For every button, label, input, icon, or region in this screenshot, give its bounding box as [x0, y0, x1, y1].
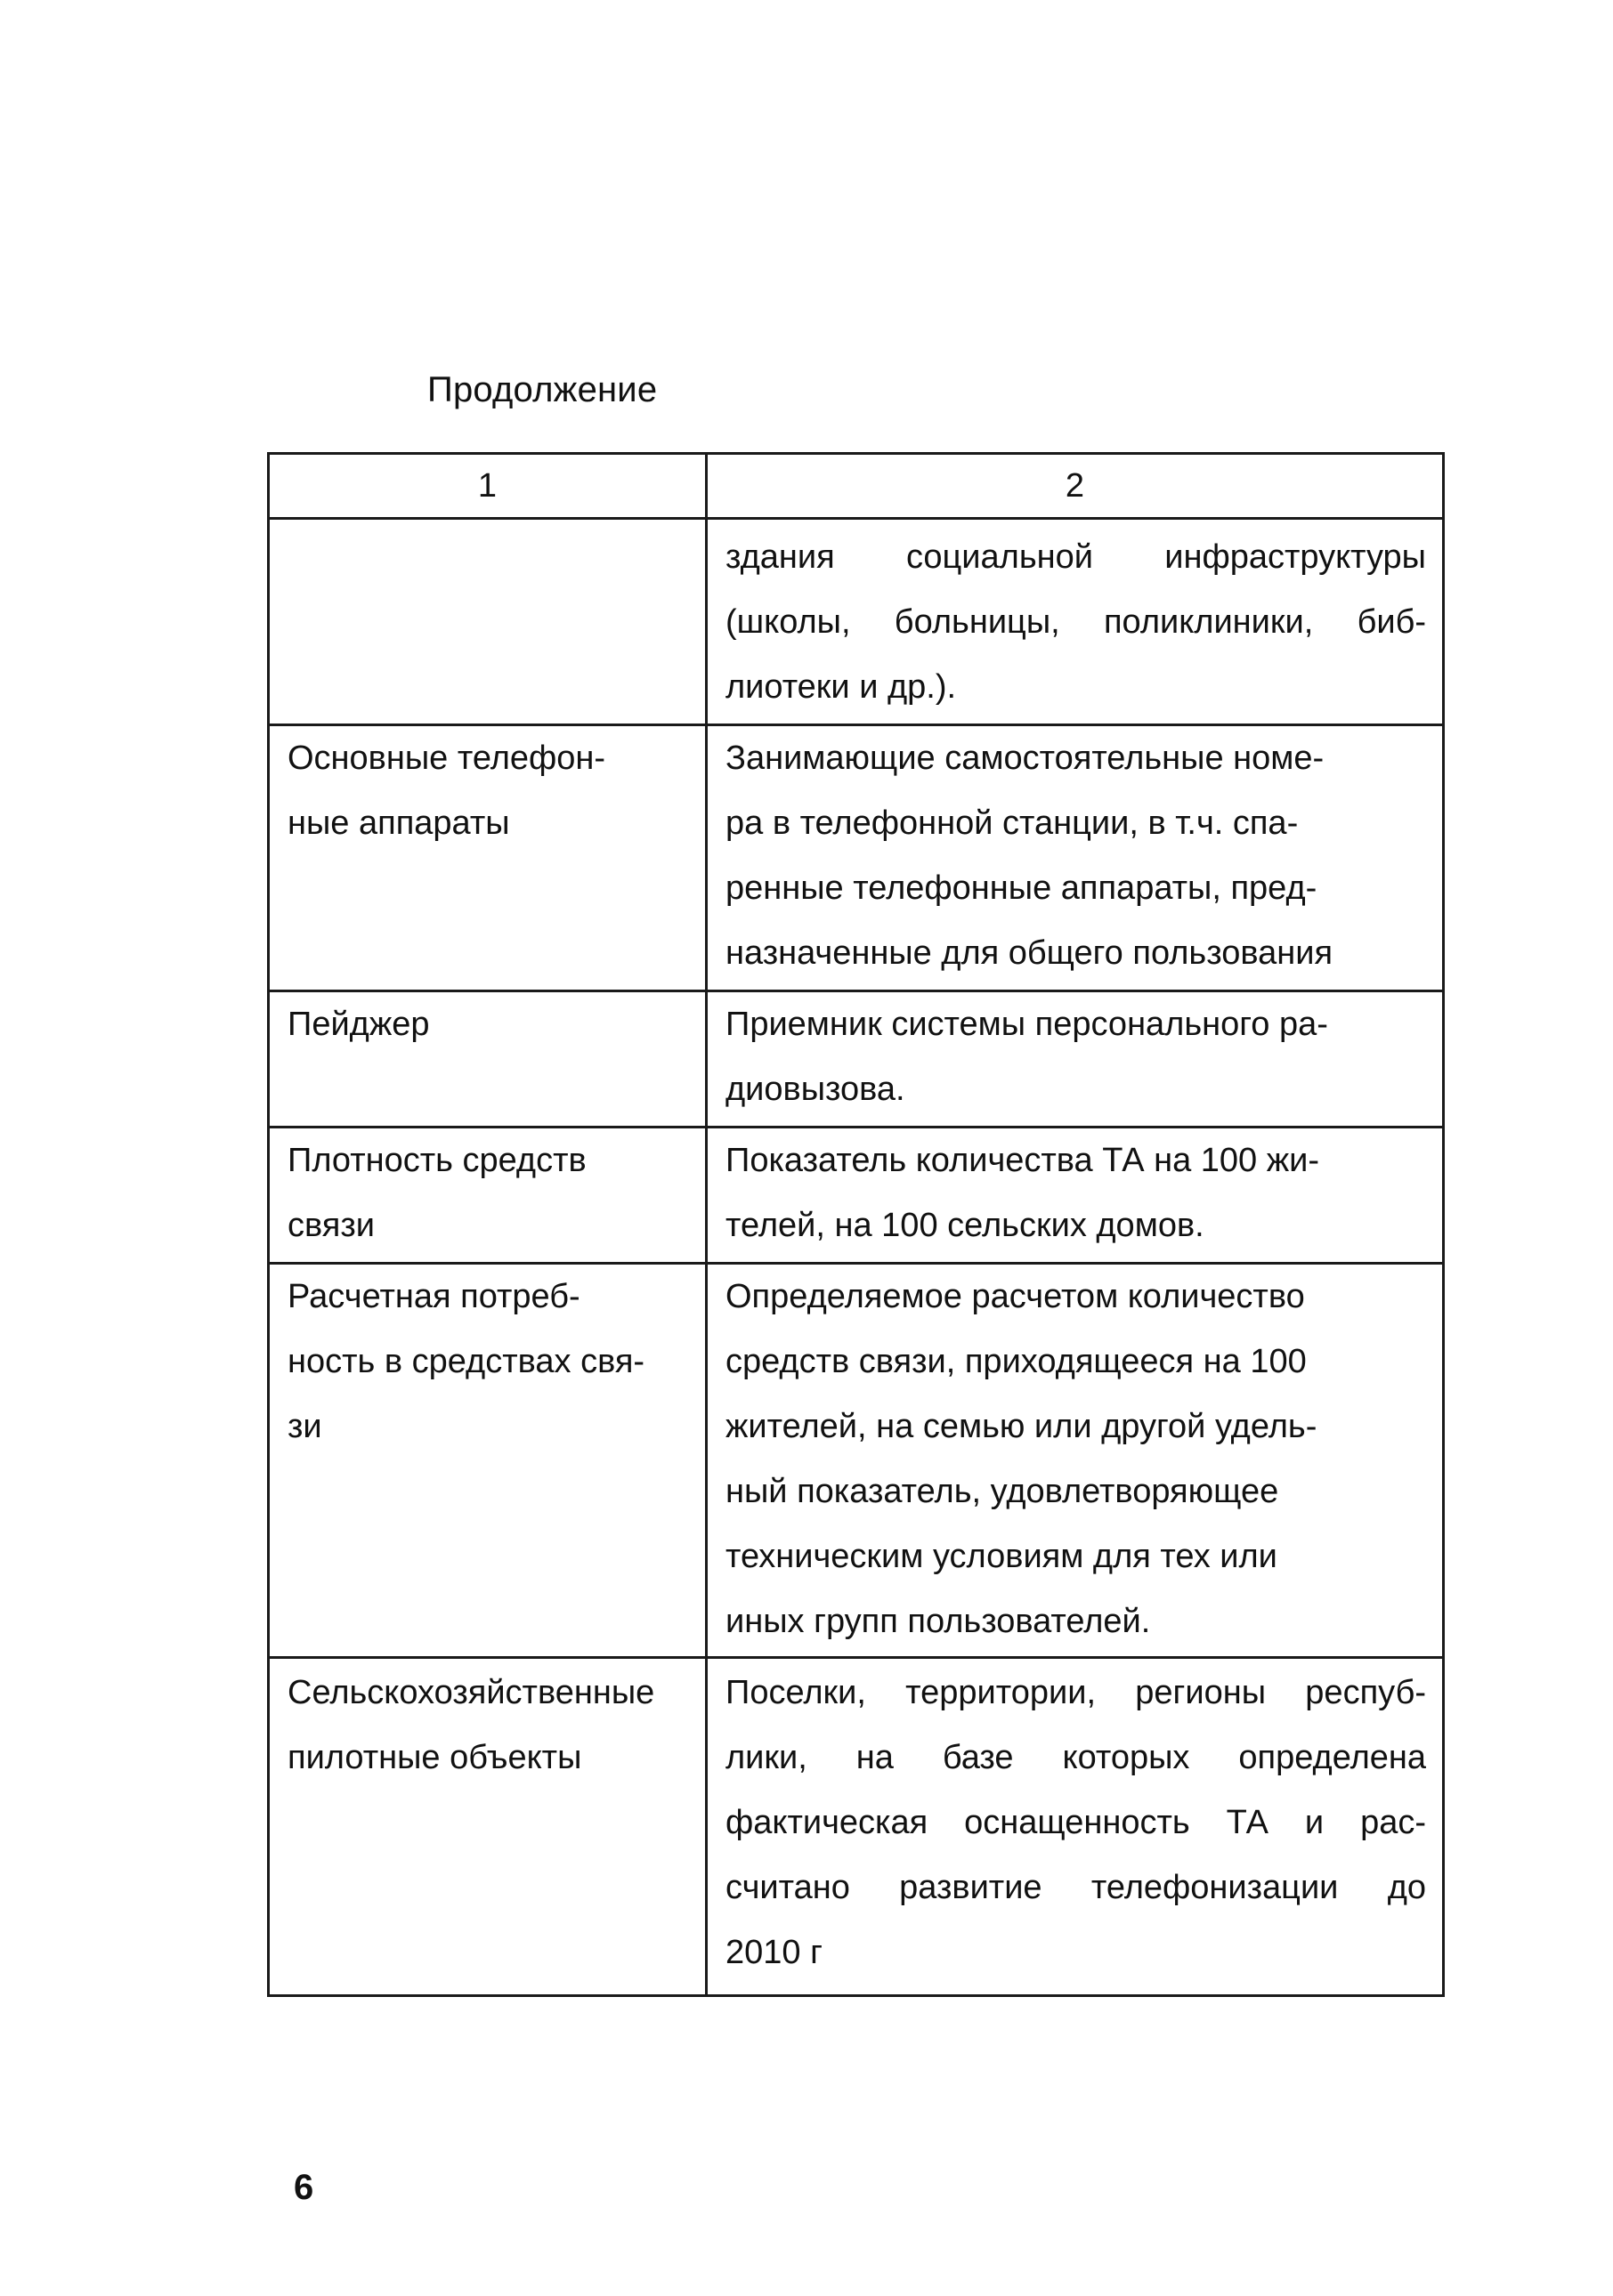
terms-table: [267, 452, 1445, 1997]
table-row: [269, 1128, 1444, 1264]
term-line: связи: [288, 1207, 375, 1244]
definition-line: Занимающие самостоятельные номе-: [725, 740, 1325, 777]
column-number-2: 2: [707, 454, 1444, 519]
term-cell: [269, 1658, 707, 1996]
definition-cell: [707, 1128, 1444, 1264]
table-row: [269, 991, 1444, 1128]
term-cell: [269, 725, 707, 991]
definition-cell: [707, 1658, 1444, 1996]
terms-table-body: [269, 454, 1444, 1996]
definition-line: лики, на базе которых определена: [725, 1739, 1426, 1776]
definition-line: здания социальной инфраструктуры: [725, 538, 1426, 576]
definition-cell: [707, 519, 1444, 725]
definition-line: иных групп пользователей.: [725, 1603, 1151, 1640]
table-row: [269, 1658, 1444, 1996]
table-row: [269, 1264, 1444, 1658]
definition-line: (школы, больницы, поликлиники, биб-: [725, 603, 1426, 641]
term-line: Плотность средств: [288, 1142, 587, 1179]
definition-line: Показатель количества ТА на 100 жи-: [725, 1142, 1320, 1179]
definition-line: ра в телефонной станции, в т.ч. спа-: [725, 804, 1299, 842]
definition-line: назначенные для общего пользования: [725, 934, 1333, 972]
definition-cell: [707, 1264, 1444, 1658]
term-line: Пейджер: [288, 1006, 430, 1043]
term-cell: [269, 1264, 707, 1658]
term-line: Расчетная потреб-: [288, 1278, 580, 1315]
term-line: зи: [288, 1408, 322, 1445]
definition-line: жителей, на семью или другой удель-: [725, 1408, 1317, 1445]
definition-line: 2010 г: [725, 1934, 823, 1971]
definition-line: считано развитие телефонизации до: [725, 1869, 1426, 1906]
table-row: [269, 519, 1444, 725]
definition-line: Определяемое расчетом количество: [725, 1278, 1305, 1315]
definition-line: Приемник системы персонального ра-: [725, 1006, 1328, 1043]
term-line: ные аппараты: [288, 804, 510, 842]
term-cell: [269, 519, 707, 725]
table-header-row: [269, 454, 1444, 519]
term-line: Сельскохозяйственные: [288, 1674, 655, 1711]
definition-line: Поселки, территории, регионы респуб-: [725, 1674, 1426, 1711]
definition-line: техническим условиям для тех или: [725, 1538, 1277, 1575]
definition-line: лиотеки и др.).: [725, 668, 957, 706]
page-number: 6: [294, 2168, 314, 2207]
term-line: пилотные объекты: [288, 1739, 582, 1776]
definition-cell: [707, 991, 1444, 1128]
term-cell: [269, 991, 707, 1128]
term-line: Основные телефон-: [288, 740, 606, 777]
table-row: [269, 725, 1444, 991]
definition-line: диовызова.: [725, 1071, 905, 1108]
term-line: ность в средствах свя-: [288, 1343, 645, 1380]
definition-line: фактическая оснащенность ТА и рас-: [725, 1804, 1426, 1841]
term-cell: [269, 1128, 707, 1264]
definition-line: телей, на 100 сельских домов.: [725, 1207, 1204, 1244]
definition-cell: [707, 725, 1444, 991]
column-number-1: 1: [269, 454, 707, 519]
definition-line: средств связи, приходящееся на 100: [725, 1343, 1307, 1380]
table-continuation-caption: Продолжение: [427, 370, 658, 409]
definition-line: ренные телефонные аппараты, пред-: [725, 869, 1317, 907]
definition-line: ный показатель, удовлетворяющее: [725, 1473, 1279, 1510]
